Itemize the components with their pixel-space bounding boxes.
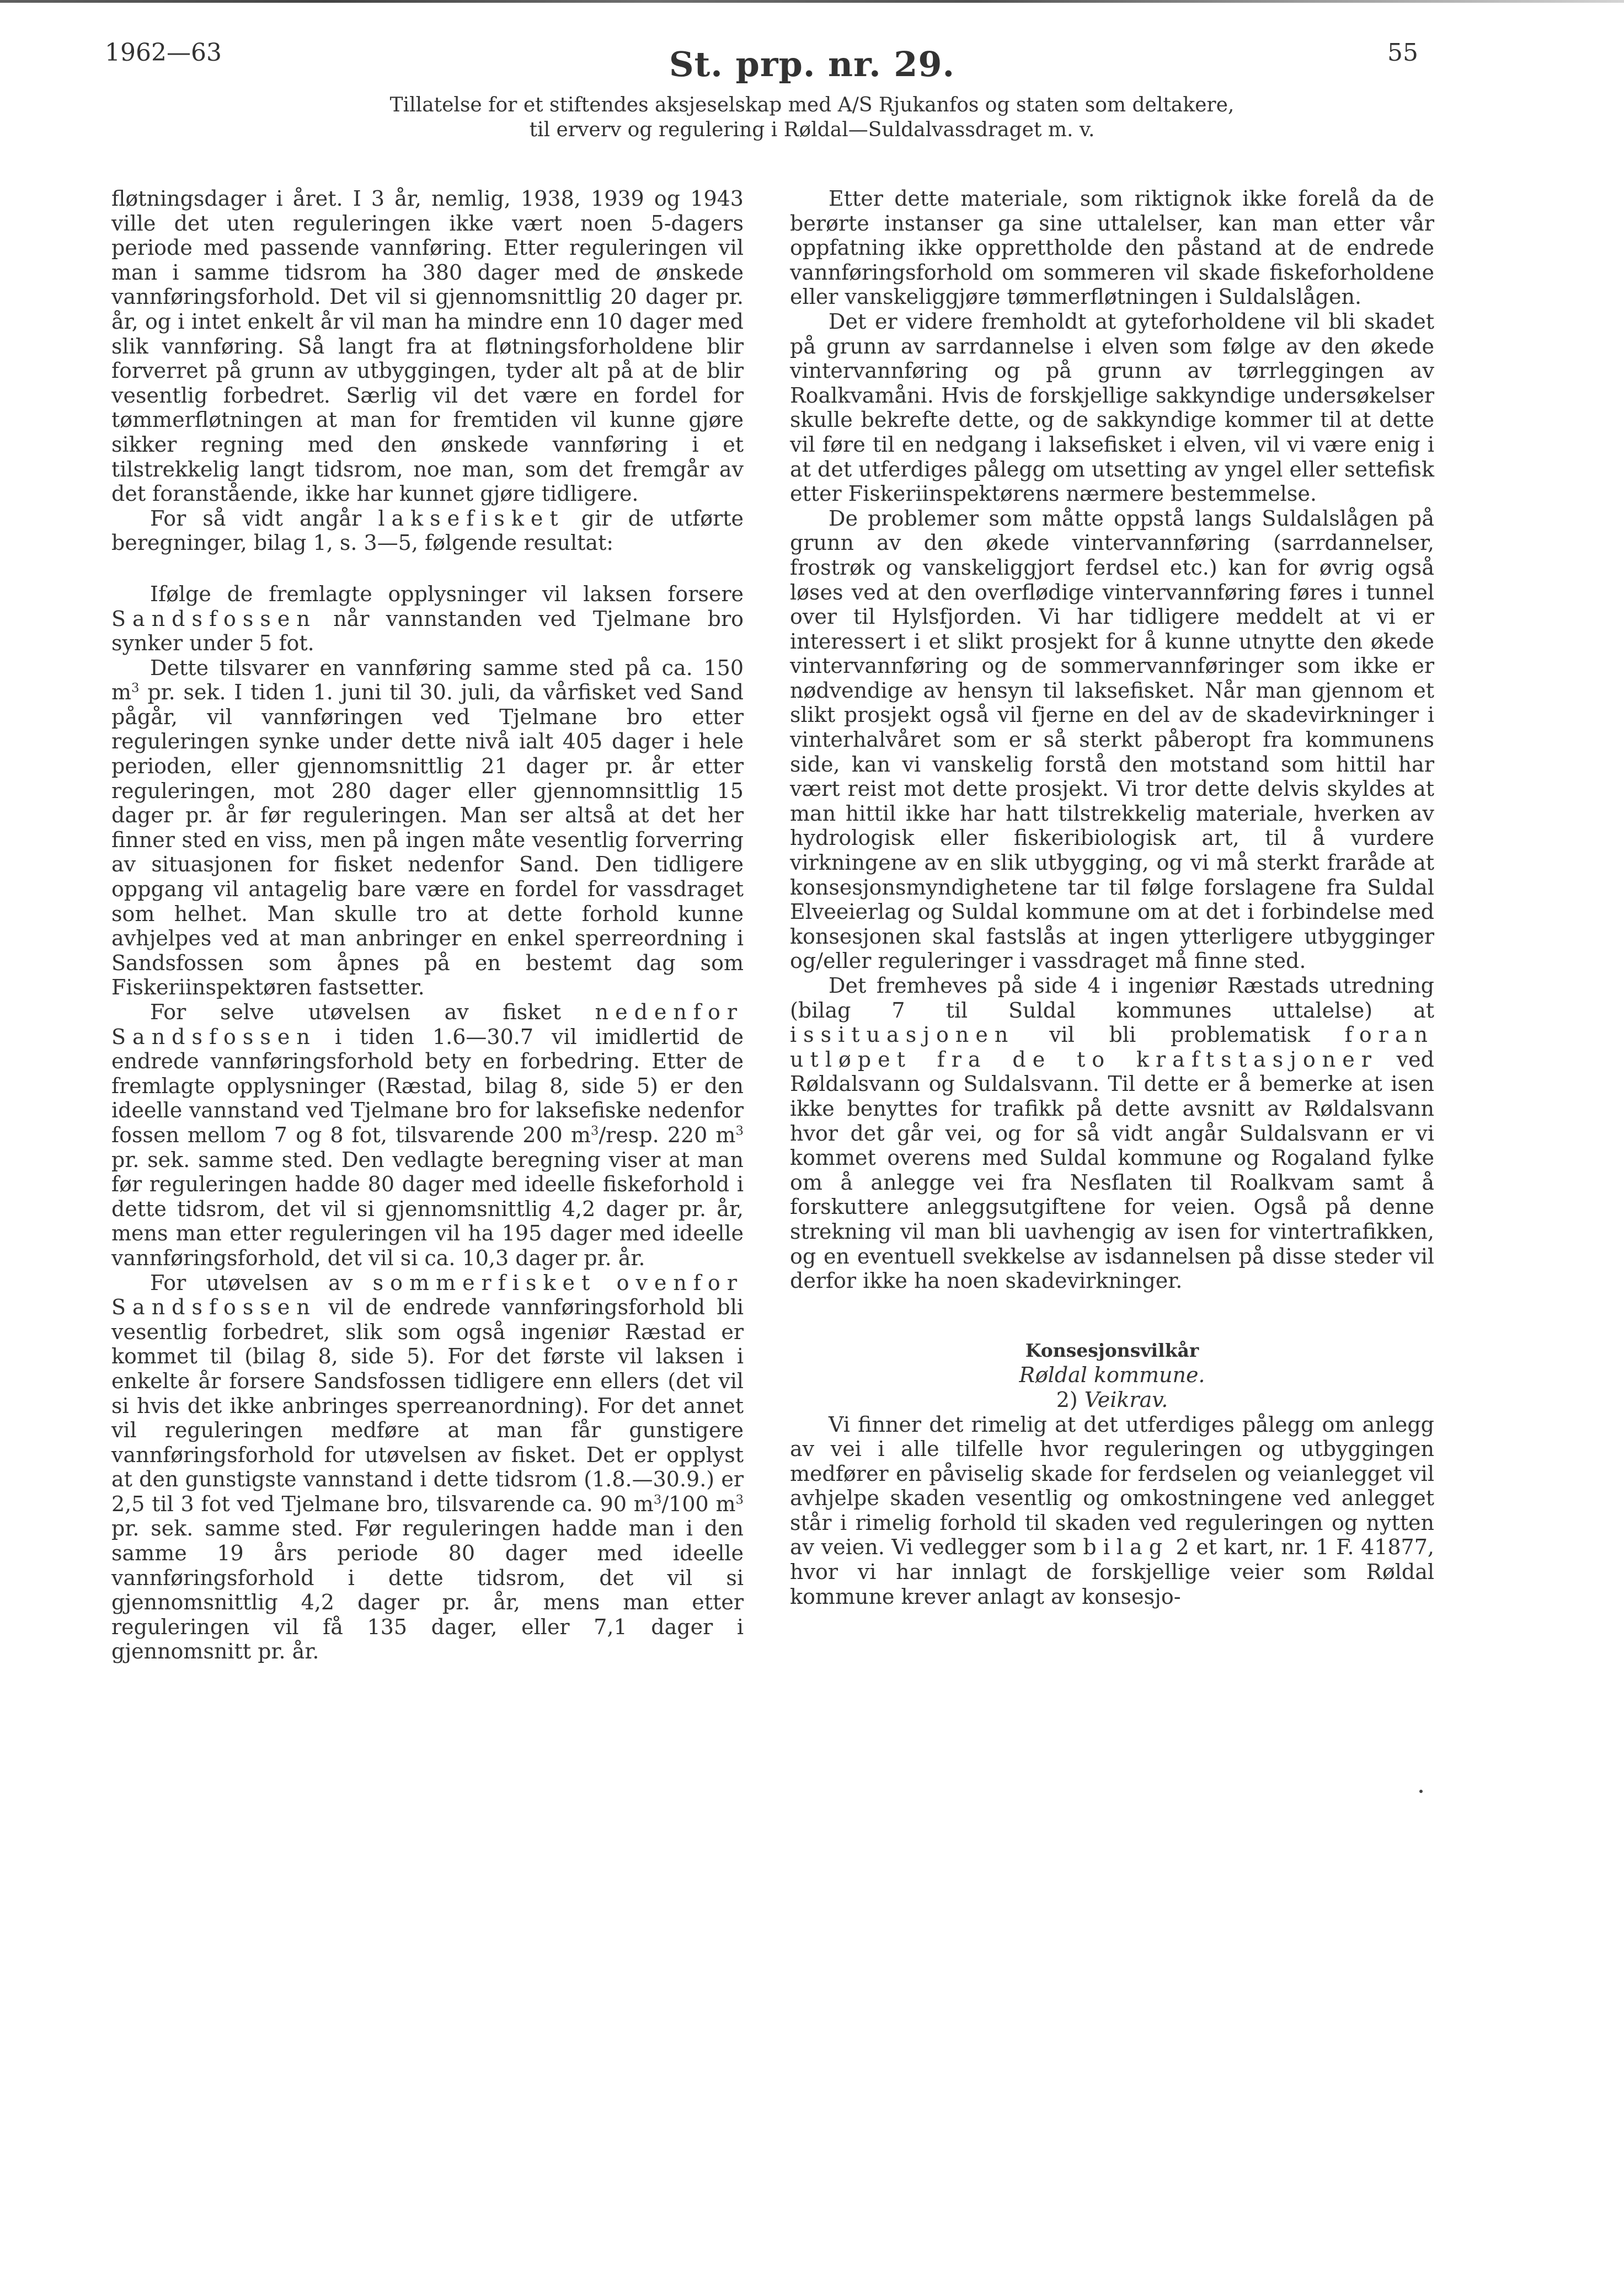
paragraph-salmon-fishing-intro: For så vidt angår laksefisket gir de utførte beregninger, bilag 1, s. 3—5, følgende resultat:	[111, 506, 744, 555]
emphasis-laksefisket: laksefisket	[378, 506, 565, 531]
paragraph-ice-situation: Det fremheves på side 4 i ingeniør Ræstads utredning (bilag 7 til Suldal kommunes uttalelse) at issituasjonen vil bli problematisk foran utløpet fra de to kraftstasjoner ved Røldalsvann og Suldalsvann. Til dette er å bemerke at isen ikke benyttes for trafikk på dette avsnitt av Røldalsvann hvor det går vei, og for så vidt angår Suldalsvann er vi kommet overens med Suldal kommune og Rogaland fylke om å anlegge vei fra Nesflaten til Roalkvam samt å forskuttere anleggsutgiftene for veien. Også på denne strekning vil man bli uavhengig av isen for vintertrafikken, og en eventuell svekkelse av isdannelsen på disse steder vil derfor ikke ha noen skadevirkninger.	[790, 973, 1434, 1293]
emphasis-sandsfossen: Sandsfossen	[111, 606, 317, 631]
paragraph-fishing-below-falls: For selve utøvelsen av fisket nedenfor Sandsfossen i tiden 1.6—30.7 vil imidlertid de endrede vannføringsforhold bety en forbedring. Etter de fremlagte opplysninger (Ræstad, bilag 8, side 5) er den ideelle vannstand ved Tjelmane bro for laksefiske nedenfor fossen mellom 7 og 8 fot, tilsvarende 200 $m^3$/resp. 220 $m^3$ pr. sek. samme sted. Den vedlagte beregning viser at man før reguleringen hadde 80 dager med ideelle fiskeforhold i dette tidsrom, det vil si gjennomsnittlig 4,2 dager pr. år, mens man etter reguleringen vil ha 195 dager med ideelle vannføringsforhold, det vil si ca. 10,3 dager pr. år.	[111, 1000, 744, 1270]
paragraph-winter-flow-problems: De problemer som måtte oppstå langs Suldalslågen på grunn av den økede vintervannføring (sarrdannelser, frostrøk og vanskeliggjort ferdsel etc.) kan for øvrig også løses ved at den overflødige vintervannføring føres i tunnel over til Hylsfjorden. Vi har tidligere meddelt at vi er interessert i et slikt prosjekt for å kunne utnytte den økede vintervannføring og de sommervannføringer som ikke er nødvendige av hensyn til laksefisket. Når man gjennom et slikt prosjekt også vil fjerne en del av de skadevirkninger i vinterhalvåret som er så sterkt påberopt fra kommunens side, kan vi vanskelig forstå den motstand som hittil har vært reist mot dette prosjekt. Vi tror dette delvis skyldes at man hittil ikke har hatt tilstrekkelig materiale, hverken av hydrologisk eller fiskeribiologisk art, til å vurdere virkningene av en slik utbygging, og vi må sterkt fraråde at konsesjonsmyndighetene tar til følge forslagene fra Suldal Elveeierlag og Suldal kommune om at det i forbindelse med konsesjonen skal fastslås at ingen ytterligere utbygginger og/eller reguleringer i vassdraget må finne sted.	[790, 506, 1434, 973]
paragraph-material-assessment: Etter dette materiale, som riktignok ikke forelå da de berørte instanser ga sine uttalelser, kan man etter vår oppfatning ikke opprettholde den påstand at de endrede vannføringsforhold om sommeren vil skade fiskeforholdene eller vanskeliggjøre tømmerfløtningen i Suldalslågen.	[790, 186, 1434, 309]
emphasis-bilag: bilag	[1083, 1535, 1169, 1560]
section-heading-konsesjonsvilkar: Konsesjonsvilkår	[1025, 1339, 1199, 1361]
emphasis-sommerfisket: sommerfisket	[372, 1270, 597, 1295]
paragraph-floating-days: fløtningsdager i året. I 3 år, nemlig, 1938, 1939 og 1943 ville det uten reguleringen ikke vært noen 5-dagers periode med passende vannføring. Etter reguleringen vil man i samme tidsrom ha 380 dager med de ønskede vannføringsforhold. Det vil si gjennomsnittlig 20 dager pr. år, og i intet enkelt år vil man ha mindre enn 10 dager med slik vannføring. Så langt fra at fløtningsforholdene blir forverret på grunn av utbyggingen, tyder alt på at de blir vesentlig forbedret. Særlig vil det være en fordel for tømmerfløtningen at man for fremtiden vil kunne gjøre sikker regning med den ønskede vannføring i et tilstrekkelig langt tidsrom, noe man, som det fremgår av det foranstående, ikke har kunnet gjøre tidligere.	[111, 186, 744, 506]
emphasis-foran-utlopet: foran utløpet fra de to kraftstasjoner	[790, 1023, 1434, 1072]
stray-print-mark	[1419, 1790, 1423, 1793]
paragraph-summer-fishing: For utøvelsen av sommerfisket ovenfor Sandsfossen vil de endrede vannføringsforhold bli vesentlig forbedret, slik som også ingeniør Ræstad er kommet til (bilag 8, side 5). For det første vil laksen i enkelte år forsere Sandsfossen tidligere enn ellers (det vil si hvis det ikke anbringes sperreanordning). For det annet vil reguleringen medføre at man får gunstigere vannføringsforhold for utøvelsen av fisket. Det er opplyst at den gunstigste vannstand i dette tidsrom (1.8.—30.9.) er 2,5 til 3 fot ved Tjelmane bro, tilsvarende ca. 90 $m^3/100$ $m^3$ pr. sek. samme sted. Før reguleringen hadde man i den samme 19 års periode 80 dager med ideelle vannføringsforhold i dette tidsrom, det vil si gjennomsnittlig 4,2 dager pr. år, mens man etter reguleringen vil få 135 dager, eller 7,1 dager i gjennomsnitt pr. år.	[111, 1270, 744, 1664]
subsection-heading-roldal-kommune: Røldal kommune.	[1019, 1363, 1205, 1388]
document-title: St. prp. nr. 29.	[669, 44, 955, 84]
scan-edge	[0, 0, 1624, 3]
item-heading-veikrav: 2) Veikrav.	[1056, 1387, 1168, 1412]
emphasis-sandsfossen-2: Sandsfossen	[111, 1024, 317, 1049]
paragraph-road-requirements: Vi finner det rimelig at det utferdiges pålegg om anlegg av vei i alle tilfelle hvor reguleringen og utbyggingen medfører en påviselig skade for ferdselen og veianlegget vil avhjelpe skaden vesentlig og omkostningene ved anlegget står i rimelig forhold til skaden ved reguleringen og nytten av veien. Vi vedlegger som bilag 2 et kart, nr. 1 F. 41877, hvor vi har innlagt de forskjellige veier som Røldal kommune krever anlagt av konsesjo-	[790, 1412, 1434, 1609]
right-column	[790, 186, 1434, 1609]
emphasis-nedenfor: nedenfor	[595, 1000, 744, 1024]
paragraph-sandsfossen-passage: Ifølge de fremlagte opplysninger vil laksen forsere Sandsfossen når vannstanden ved Tjelmane bro synker under 5 fot.	[111, 581, 744, 656]
paragraph-spawning-conditions: Det er videre fremholdt at gyteforholdene vil bli skadet på grunn av sarrdannelse i elven som følge av den økede vintervannføring og på grunn av tørrleggingen av Roalkvamåni. Hvis de forskjellige sakkyndige undersøkelser skulle bekrefte dette, og de sakkyndige kommer til at dette vil føre til en nedgang i laksefisket i elven, vil vi være enig i at det utferdiges pålegg om utsetting av yngel eller settefisk etter Fiskeriinspektørens nærmere bestemmelse.	[790, 309, 1434, 506]
left-column	[111, 186, 744, 1664]
emphasis-ovenfor-sandsfossen: ovenfor Sandsfossen	[111, 1270, 744, 1320]
document-subtitle-line-2: til erverv og regulering i Røldal—Suldalvassdraget m. v.	[529, 119, 1095, 141]
paragraph-spring-fishing: Dette tilsvarer en vannføring samme sted på ca. 150 $m^3$ pr. sek. I tiden 1. juni til 30. juli, da vårfisket ved Sand pågår, vil vannføringen ved Tjelmane bro etter reguleringen synke under dette nivå ialt 405 dager i hele perioden, eller gjennomsnittlig 21 dager pr. år etter reguleringen, mot 280 dager eller gjennomnsittlig 15 dager pr. år før reguleringen. Man ser altså at det her finner sted en viss, men på ingen måte vesentlig forverring av situasjonen for fisket nedenfor Sand. Den tidligere oppgang vil antagelig bare være en fordel for vassdraget som helhet. Man skulle tro at dette forhold kunne avhjelpes ved at man anbringer en enkel sperreordning i Sandsfossen som åpnes på en bestemt dag som Fiskeriinspektøren fastsetter.	[111, 655, 744, 1000]
emphasis-issituasjonen: issituasjonen	[790, 1023, 1015, 1047]
session-year: 1962—63	[105, 39, 222, 67]
document-subtitle-line-1: Tillatelse for et stiftendes aksjeselskap med A/S Rjukanfos og staten som deltakere,	[389, 94, 1235, 116]
page-number: 55	[1387, 39, 1418, 67]
